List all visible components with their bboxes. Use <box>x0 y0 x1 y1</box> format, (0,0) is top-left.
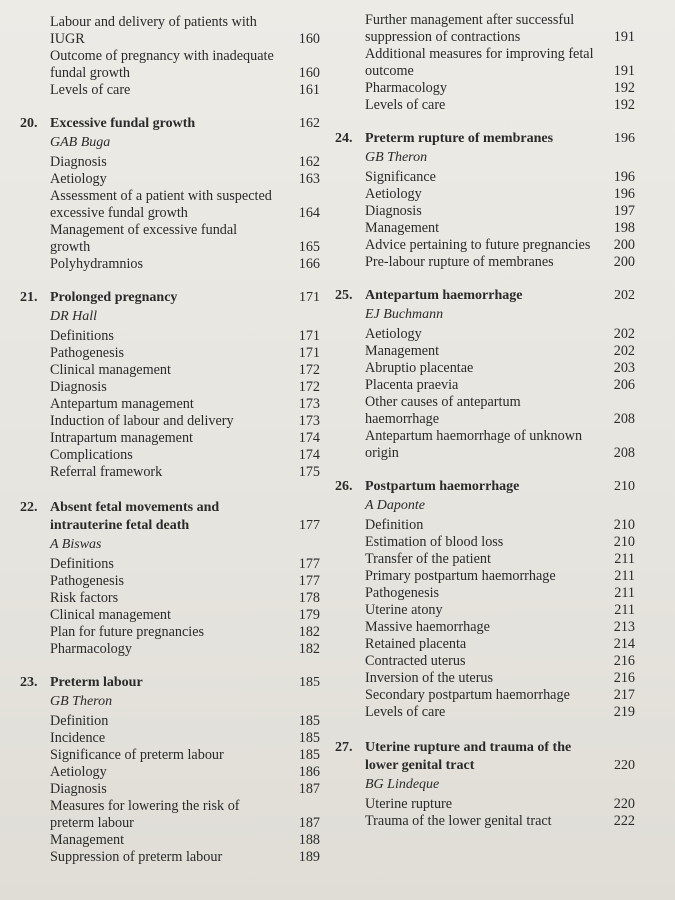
entry-page: 197 <box>613 203 635 219</box>
toc-entry <box>335 428 635 462</box>
toc-entry <box>335 186 635 203</box>
toc-entry <box>335 568 635 585</box>
toc-entry <box>335 585 635 602</box>
chapter-heading <box>335 739 635 775</box>
entry-page: 182 <box>298 624 320 640</box>
entry-page: 161 <box>298 82 320 98</box>
toc-entry <box>20 171 320 188</box>
toc-entry <box>20 730 320 747</box>
entry-title: Clinical management <box>50 607 171 623</box>
entry-page: 198 <box>613 220 635 236</box>
entry-title: Management <box>50 832 125 848</box>
entry-title: Assessment of a patient with suspected excessive fundal growth <box>50 188 272 221</box>
chapter-title: Prolonged pregnancy <box>50 290 178 305</box>
toc-entry <box>20 764 320 781</box>
toc-entry <box>335 653 635 670</box>
chapter-title: Preterm labour <box>50 675 143 690</box>
toc-entry <box>20 413 320 430</box>
entry-title: Additional measures for improving fetal outcome <box>365 46 594 79</box>
entry-title: Pathogenesis <box>50 345 125 361</box>
entry-title: Aetiology <box>50 764 107 780</box>
entry-page: 214 <box>613 636 635 652</box>
entry-page: 186 <box>298 764 320 780</box>
entry-title: Primary postpartum haemorrhage <box>365 568 556 584</box>
chapter-heading <box>20 289 320 307</box>
entry-page: 211 <box>614 551 635 567</box>
entry-title: Antepartum management <box>50 396 194 412</box>
entry-page: 220 <box>613 796 635 812</box>
chapter-author: GAB Buga <box>50 135 111 150</box>
entry-page: 178 <box>298 590 320 606</box>
entry-title: Significance <box>365 169 436 185</box>
entry-title: Pharmacology <box>50 641 132 657</box>
toc-column-left <box>20 14 320 866</box>
toc-entry <box>20 590 320 607</box>
toc-entry <box>20 379 320 396</box>
chapter-title: Preterm rupture of membranes <box>365 131 554 146</box>
toc-entry <box>335 12 635 46</box>
entry-title: Definition <box>365 517 424 533</box>
entry-page: 211 <box>614 602 635 618</box>
entry-page: 211 <box>614 568 635 584</box>
entry-page: 208 <box>613 411 635 427</box>
toc-entry <box>335 796 635 813</box>
entry-page: 166 <box>298 256 320 272</box>
chapter-number: 25. <box>335 288 353 303</box>
toc-entry <box>20 573 320 590</box>
chapter-page: 185 <box>299 675 320 690</box>
entry-page: 164 <box>298 205 320 221</box>
toc-entry <box>20 556 320 573</box>
entry-title: Aetiology <box>50 171 107 187</box>
toc-entry <box>20 256 320 273</box>
chapter-number: 23. <box>20 675 38 690</box>
entry-title: Management <box>365 343 440 359</box>
entry-page: 206 <box>613 377 635 393</box>
toc-entry <box>20 188 320 222</box>
toc-entry <box>335 343 635 360</box>
chapter-author: A Daponte <box>365 498 426 513</box>
entry-page: 219 <box>613 704 635 720</box>
entry-title: Pre-labour rupture of membranes <box>365 254 554 270</box>
entry-title: Outcome of pregnancy with inadequate fundal growth <box>50 48 274 81</box>
entry-page: 222 <box>613 813 635 829</box>
entry-page: 192 <box>613 80 635 96</box>
toc-entry <box>335 326 635 343</box>
toc-entry <box>335 220 635 237</box>
entry-page: 174 <box>298 447 320 463</box>
entry-page: 172 <box>298 379 320 395</box>
entry-page: 185 <box>298 713 320 729</box>
entry-title: Incidence <box>50 730 106 746</box>
entry-page: 217 <box>613 687 635 703</box>
chapter-page: 220 <box>614 758 635 773</box>
entry-page: 191 <box>613 63 635 79</box>
chapter-author: BG Lindeque <box>365 777 440 792</box>
entry-page: 187 <box>298 781 320 797</box>
entry-title: Diagnosis <box>50 379 107 395</box>
entry-page: 200 <box>613 237 635 253</box>
entry-title: Intrapartum management <box>50 430 193 446</box>
toc-entry <box>335 636 635 653</box>
entry-title: Management of excessive fundal growth <box>50 222 238 255</box>
entry-page: 216 <box>613 670 635 686</box>
entry-page: 189 <box>298 849 320 865</box>
entry-page: 202 <box>613 343 635 359</box>
entry-title: Advice pertaining to future pregnancies <box>365 237 591 253</box>
entry-page: 208 <box>613 445 635 461</box>
toc-entry <box>20 14 320 48</box>
toc-entry <box>20 624 320 641</box>
entry-title: Significance of preterm labour <box>50 747 224 763</box>
chapter-heading <box>335 130 635 148</box>
entry-page: 160 <box>298 31 320 47</box>
entry-title: Abruptio placentae <box>365 360 474 376</box>
entry-title: Definitions <box>50 328 114 344</box>
entry-page: 191 <box>613 29 635 45</box>
entry-title: Transfer of the patient <box>365 551 491 567</box>
entry-page: 210 <box>613 517 635 533</box>
entry-page: 211 <box>614 585 635 601</box>
entry-page: 196 <box>613 186 635 202</box>
entry-title: Diagnosis <box>50 154 107 170</box>
toc-entry <box>20 832 320 849</box>
chapter-author: DR Hall <box>50 309 98 324</box>
toc-entry <box>335 551 635 568</box>
chapter-page: 196 <box>614 131 635 146</box>
entry-title: Other causes of antepartum haemorrhage <box>365 394 521 427</box>
toc-entry <box>20 82 320 99</box>
chapter-number: 27. <box>335 740 353 755</box>
entry-title: Inversion of the uterus <box>365 670 494 686</box>
toc-column-right <box>335 12 635 830</box>
toc-entry <box>20 154 320 171</box>
entry-page: 213 <box>613 619 635 635</box>
entry-page: 173 <box>298 396 320 412</box>
entry-title: Trauma of the lower genital tract <box>365 813 552 829</box>
toc-entry <box>20 362 320 379</box>
entry-title: Management <box>365 220 440 236</box>
entry-page: 192 <box>613 97 635 113</box>
entry-title: Contracted uterus <box>365 653 466 669</box>
chapter-author: EJ Buchmann <box>365 307 444 322</box>
entry-title: Antepartum haemorrhage of unknown origin <box>365 428 583 461</box>
chapter-page: 202 <box>614 288 635 303</box>
toc-entry <box>20 747 320 764</box>
entry-title: Pathogenesis <box>50 573 125 589</box>
chapter-title: Postpartum haemorrhage <box>365 479 520 494</box>
entry-title: Definitions <box>50 556 114 572</box>
toc-entry <box>20 222 320 256</box>
entry-title: Uterine rupture <box>365 796 453 812</box>
entry-title: Suppression of preterm labour <box>50 849 223 865</box>
chapter-number: 22. <box>20 500 38 515</box>
toc-entry <box>20 345 320 362</box>
entry-title: Measures for lowering the risk of preterm labour <box>50 798 240 831</box>
chapter-page: 177 <box>299 518 320 533</box>
chapter-author: A Biswas <box>50 537 102 552</box>
entry-page: 196 <box>613 169 635 185</box>
entry-title: Retained placenta <box>365 636 467 652</box>
entry-title: Aetiology <box>365 326 422 342</box>
entry-page: 177 <box>298 556 320 572</box>
entry-title: Levels of care <box>365 97 446 113</box>
entry-page: 187 <box>298 815 320 831</box>
toc-entry <box>20 396 320 413</box>
entry-title: Polyhydramnios <box>50 256 144 272</box>
entry-title: Levels of care <box>365 704 446 720</box>
entry-page: 185 <box>298 747 320 763</box>
chapter-heading <box>335 478 635 496</box>
entry-page: 162 <box>298 154 320 170</box>
toc-entry <box>20 328 320 345</box>
toc-entry <box>20 849 320 866</box>
entry-page: 171 <box>298 345 320 361</box>
toc-entry <box>335 97 635 114</box>
toc-entry <box>335 46 635 80</box>
chapter-title: Uterine rupture and trauma of the lower genital tract <box>365 740 572 773</box>
entry-page: 188 <box>298 832 320 848</box>
toc-entry <box>335 670 635 687</box>
chapter-title: Excessive fundal growth <box>50 116 196 131</box>
entry-page: 177 <box>298 573 320 589</box>
toc-entry <box>20 447 320 464</box>
entry-page: 165 <box>298 239 320 255</box>
toc-entry <box>335 534 635 551</box>
entry-title: Estimation of blood loss <box>365 534 504 550</box>
toc-entry <box>335 619 635 636</box>
toc-entry <box>335 203 635 220</box>
toc-entry <box>20 48 320 82</box>
entry-page: 175 <box>298 464 320 480</box>
entry-title: Induction of labour and delivery <box>50 413 234 429</box>
chapter-number: 24. <box>335 131 353 146</box>
entry-page: 171 <box>298 328 320 344</box>
toc-entry <box>335 80 635 97</box>
entry-title: Aetiology <box>365 186 422 202</box>
entry-page: 202 <box>613 326 635 342</box>
toc-entry <box>335 360 635 377</box>
entry-page: 163 <box>298 171 320 187</box>
chapter-author: GB Theron <box>50 694 113 709</box>
entry-title: Risk factors <box>50 590 119 606</box>
toc-entry <box>335 813 635 830</box>
chapter-page: 171 <box>299 290 320 305</box>
chapter-heading <box>20 499 320 535</box>
toc-entry <box>335 377 635 394</box>
entry-title: Massive haemorrhage <box>365 619 490 635</box>
entry-page: 203 <box>613 360 635 376</box>
entry-page: 179 <box>298 607 320 623</box>
toc-entry <box>335 687 635 704</box>
chapter-title: Absent fetal movements and intrauterine fetal death <box>50 500 220 533</box>
entry-title: Pathogenesis <box>365 585 440 601</box>
toc-entry <box>335 517 635 534</box>
chapter-heading <box>20 674 320 692</box>
chapter-number: 20. <box>20 116 38 131</box>
entry-page: 182 <box>298 641 320 657</box>
chapter-page: 162 <box>299 116 320 131</box>
entry-title: Secondary postpartum haemorrhage <box>365 687 570 703</box>
entry-page: 160 <box>298 65 320 81</box>
entry-title: Diagnosis <box>50 781 107 797</box>
entry-page: 216 <box>613 653 635 669</box>
entry-title: Levels of care <box>50 82 131 98</box>
entry-title: Complications <box>50 447 133 463</box>
entry-title: Labour and delivery of patients with IUGR <box>50 14 257 47</box>
entry-page: 174 <box>298 430 320 446</box>
chapter-title: Antepartum haemorrhage <box>365 288 523 303</box>
entry-title: Uterine atony <box>365 602 443 618</box>
entry-title: Further management after successful suppression of contractions <box>365 12 575 45</box>
entry-page: 173 <box>298 413 320 429</box>
entry-title: Plan for future pregnancies <box>50 624 205 640</box>
entry-page: 185 <box>298 730 320 746</box>
toc-entry <box>20 798 320 832</box>
toc-entry <box>335 704 635 721</box>
toc-entry <box>335 254 635 271</box>
toc-entry <box>20 713 320 730</box>
entry-page: 210 <box>613 534 635 550</box>
toc-entry <box>335 237 635 254</box>
entry-title: Definition <box>50 713 109 729</box>
entry-title: Clinical management <box>50 362 171 378</box>
chapter-number: 21. <box>20 290 38 305</box>
toc-entry <box>20 464 320 481</box>
entry-page: 172 <box>298 362 320 378</box>
chapter-heading <box>335 287 635 305</box>
entry-page: 200 <box>613 254 635 270</box>
toc-entry <box>335 169 635 186</box>
toc-entry <box>20 641 320 658</box>
chapter-number: 26. <box>335 479 353 494</box>
chapter-heading <box>20 115 320 133</box>
toc-entry <box>20 607 320 624</box>
chapter-author: GB Theron <box>365 150 428 165</box>
entry-title: Referral framework <box>50 464 163 480</box>
entry-title: Placenta praevia <box>365 377 459 393</box>
entry-title: Pharmacology <box>365 80 447 96</box>
toc-entry <box>20 781 320 798</box>
toc-entry <box>335 602 635 619</box>
chapter-page: 210 <box>614 479 635 494</box>
entry-title: Diagnosis <box>365 203 422 219</box>
toc-entry <box>20 430 320 447</box>
toc-entry <box>335 394 635 428</box>
